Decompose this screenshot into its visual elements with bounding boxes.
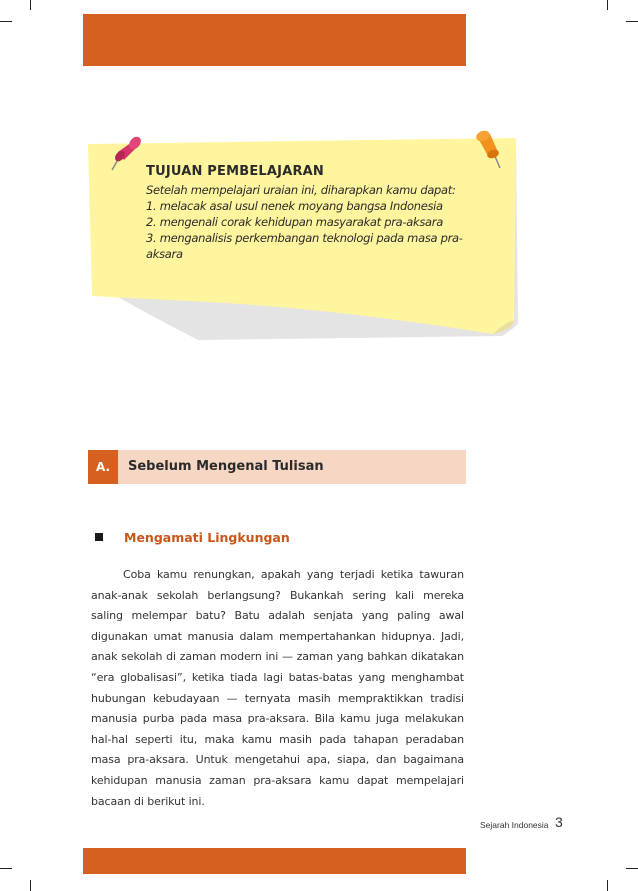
subsection-heading bbox=[91, 529, 471, 547]
body-line: hal-hal seperti itu, maka kamu masih pada tahapan peradaban bbox=[91, 732, 464, 746]
body-line: digunakan umat manusia dalam mempertahankan hidupnya. Jadi, bbox=[91, 629, 464, 643]
crop-mark bbox=[30, 0, 31, 10]
page-number: 3 bbox=[555, 814, 563, 830]
header-bar bbox=[83, 14, 466, 66]
crop-mark bbox=[626, 21, 638, 22]
pushpin-pink-icon bbox=[106, 134, 146, 174]
objectives-line: 2. mengenali corak kehidupan masyarakat pra-aksara bbox=[146, 215, 443, 229]
objectives-line: Setelah mempelajari uraian ini, diharapkan kamu dapat: bbox=[146, 183, 456, 197]
body-line: kehidupan manusia zaman pra-aksara kamu dapat mempelajari bbox=[91, 773, 464, 787]
objectives-line: aksara bbox=[146, 247, 183, 261]
objectives-line: 3. menganalisis perkembangan teknologi pada masa pra- bbox=[146, 231, 463, 245]
objectives-line: 1. melacak asal usul nenek moyang bangsa Indonesia bbox=[146, 199, 443, 213]
crop-mark bbox=[626, 868, 638, 869]
crop-mark bbox=[0, 868, 12, 869]
body-paragraph bbox=[91, 565, 464, 812]
crop-mark bbox=[30, 880, 31, 891]
footer-book-title: Sejarah Indonesia bbox=[480, 820, 549, 830]
section-title: Sebelum Mengenal Tulisan bbox=[128, 459, 324, 474]
body-line: anak-anak sekolah berlangsung? Bukankah sering kali mereka bbox=[91, 588, 464, 602]
crop-mark bbox=[607, 880, 608, 891]
section-header bbox=[88, 450, 466, 484]
footer-bar bbox=[83, 848, 466, 874]
body-line: manusia purba pada masa pra-aksara. Bila kamu juga melakukan bbox=[91, 712, 464, 726]
crop-mark bbox=[0, 21, 12, 22]
body-line: anak sekolah di zaman modern ini — zaman yang bahkan dikatakan bbox=[91, 650, 464, 664]
objectives-text bbox=[146, 164, 486, 262]
objectives-title: TUJUAN PEMBELAJARAN bbox=[146, 164, 325, 179]
body-line: bacaan di berikut ini. bbox=[91, 794, 205, 808]
body-line: saling melempar batu? Batu adalah senjata yang paling awal bbox=[91, 609, 464, 623]
square-bullet-icon bbox=[95, 533, 103, 541]
learning-objectives-note bbox=[88, 134, 524, 354]
body-line: masa pra-aksara. Untuk mengetahui apa, siapa, dan bagaimana bbox=[91, 753, 464, 767]
subsection-title: Mengamati Lingkungan bbox=[124, 530, 290, 545]
body-line: “era globalisasi”, ketika tiada lagi batas-batas yang menghambat bbox=[91, 670, 464, 684]
crop-mark bbox=[607, 0, 608, 10]
body-line: Coba kamu renungkan, apakah yang terjadi ketika tawuran bbox=[123, 568, 464, 581]
body-line: hubungan kebudayaan — ternyata masih mempraktikkan tradisi bbox=[91, 691, 464, 705]
section-letter: A. bbox=[88, 450, 118, 484]
